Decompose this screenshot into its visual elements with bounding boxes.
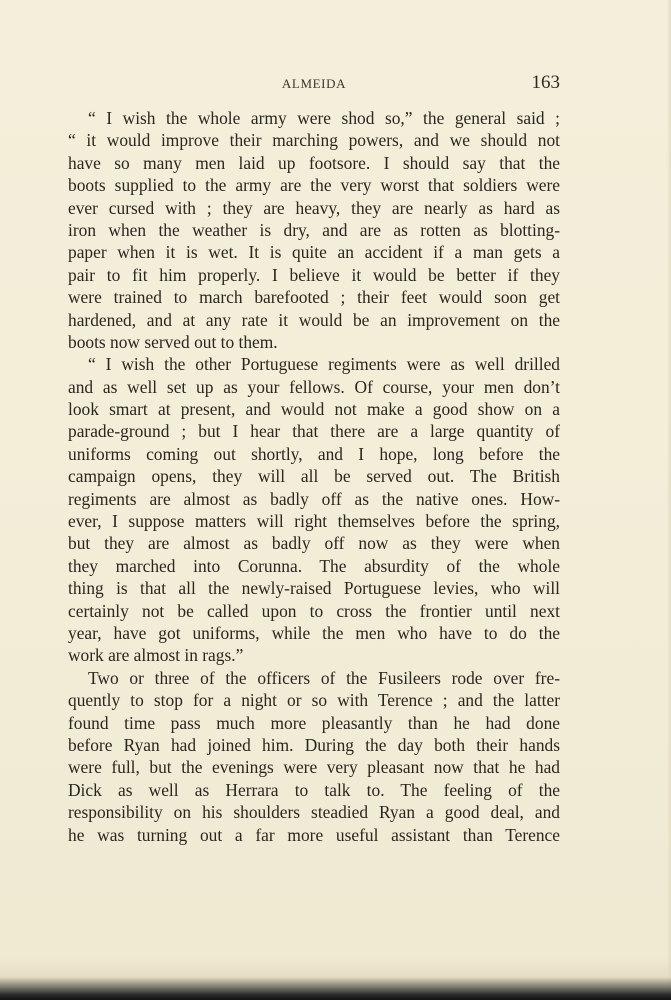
text-line: “ it would improve their marching powers, and we should not (68, 130, 560, 151)
text-line: ever cursed with ; they are heavy, they are nearly as hard as (68, 197, 560, 218)
text-line: before Ryan had joined him. During the day both their hands (68, 734, 560, 755)
text-line: certainly not be called upon to cross the frontier until next (68, 600, 560, 621)
text-line: and as well set up as your fellows. Of course, your men don’t (68, 376, 560, 397)
text-line: paper when it is wet. It is quite an accident if a man gets a (68, 242, 560, 263)
text-line: found time pass much more pleasantly than he had done (68, 712, 560, 733)
text-line: pair to fit him properly. I believe it would be better if they (68, 264, 560, 285)
page-number: 163 (531, 72, 560, 93)
text-line: campaign opens, they will all be served out. The British (68, 466, 560, 487)
body-text (68, 107, 560, 846)
text-line: Two or three of the officers of the Fusileers rode over fre- (88, 667, 560, 688)
text-line: were trained to march barefooted ; their feet would soon get (68, 287, 560, 308)
text-line: responsibility on his shoulders steadied Ryan a good deal, and (68, 802, 560, 823)
text-line: uniforms coming out shortly, and I hope, long before the (68, 443, 560, 464)
page-header (68, 72, 560, 98)
text-line: hardened, and at any rate it would be an improvement on the (68, 309, 560, 330)
text-line: he was turning out a far more useful assistant than Terence (68, 824, 560, 845)
text-line: they marched into Corunna. The absurdity of the whole (68, 555, 560, 576)
text-line: thing is that all the newly-raised Portuguese levies, who will (68, 578, 560, 599)
text-line: look smart at present, and would not make a good show on a (68, 399, 560, 420)
text-line: ever, I suppose matters will right themselves before the spring, (68, 511, 560, 532)
text-line: iron when the weather is dry, and are as rotten as blotting- (68, 219, 560, 240)
text-line: parade-ground ; but I hear that there are a large quantity of (68, 421, 560, 442)
text-line: quently to stop for a night or so with Terence ; and the latter (68, 690, 560, 711)
text-line: Dick as well as Herrara to talk to. The feeling of the (68, 779, 560, 800)
running-head: ALMEIDA (281, 76, 347, 91)
scan-shadow (0, 958, 671, 1000)
text-line: year, have got uniforms, while the men who have to do the (68, 622, 560, 643)
text-line: “ I wish the whole army were shod so,” the general said ; (88, 108, 560, 128)
text-line: but they are almost as badly off now as they were when (68, 533, 560, 554)
text-line: work are almost in rags.” (68, 645, 244, 666)
text-line: boots now served out to them. (68, 331, 278, 352)
text-line: were full, but the evenings were very pleasant now that he had (68, 757, 560, 778)
text-line: boots supplied to the army are the very worst that soldiers were (68, 175, 560, 196)
text-line: have so many men laid up footsore. I should say that the (68, 152, 560, 173)
text-line: “ I wish the other Portuguese regiments were as well drilled (88, 354, 560, 375)
page-edge (667, 0, 671, 1000)
text-line: regiments are almost as badly off as the native ones. How- (68, 488, 560, 509)
